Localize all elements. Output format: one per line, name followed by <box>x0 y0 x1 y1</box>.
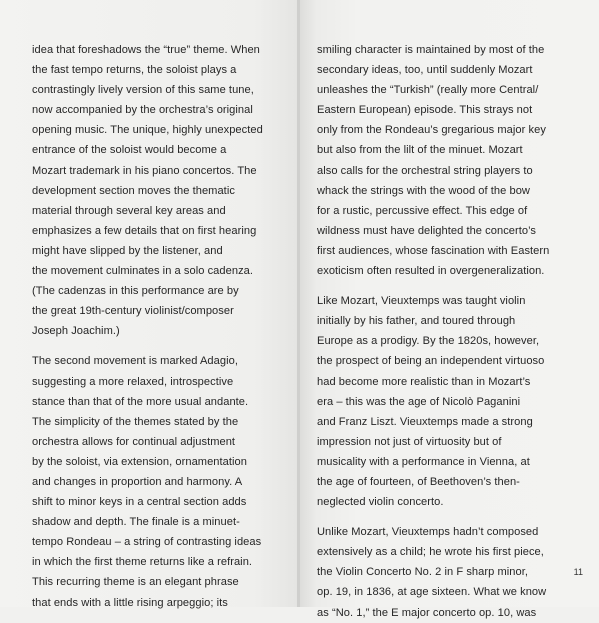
text-line: op. 19, in 1836, at age sixteen. What we know <box>317 586 547 599</box>
text-line: now accompanied by the orchestra’s original <box>32 104 253 117</box>
text-line: as “No. 1,” the E major concerto op. 10, was <box>317 606 537 619</box>
left-column-text <box>32 40 300 613</box>
text-line: shift to minor keys in a central section adds <box>32 496 247 509</box>
text-line: contrastingly lively version of this same tune, <box>32 84 254 97</box>
text-line: suggesting a more relaxed, introspective <box>32 375 234 388</box>
text-line: the great 19th-century violinist/composer <box>32 305 234 318</box>
text-line: (The cadenzas in this performance are by <box>32 285 239 298</box>
text-line: development section moves the thematic <box>32 184 235 197</box>
text-line: neglected violin concerto. <box>317 496 444 509</box>
text-line: had become more realistic than in Mozart’s <box>317 375 531 388</box>
text-line: that ends with a little rising arpeggio; its <box>32 596 228 609</box>
text-line: but also from the lilt of the minuet. Mozart <box>317 144 523 157</box>
text-line: also calls for the orchestral string players to <box>317 164 533 177</box>
text-line: for a rustic, percussive effect. This edge of <box>317 204 528 217</box>
text-line: the prospect of being an independent virtuoso <box>317 355 545 368</box>
text-line: extensively as a child; he wrote his first piece, <box>317 546 544 559</box>
text-line: shadow and depth. The finale is a minuet- <box>32 516 240 529</box>
text-line: Europe as a prodigy. By the 1820s, however, <box>317 335 540 348</box>
text-line: tempo Rondeau – a string of contrasting ideas <box>32 536 262 549</box>
paragraph <box>317 291 579 512</box>
text-line: Joseph Joachim.) <box>32 325 120 338</box>
text-line: stance than that of the more usual andante. <box>32 395 249 408</box>
text-line: the Violin Concerto No. 2 in F sharp minor, <box>317 566 528 579</box>
text-line: Like Mozart, Vieuxtemps was taught violin <box>317 295 526 308</box>
text-line: smiling character is maintained by most of the <box>317 44 545 56</box>
text-line: impression not just of virtuosity but of <box>317 435 502 448</box>
text-line: era – this was the age of Nicolò Paganini <box>317 395 521 408</box>
text-line: whack the strings with the wood of the bow <box>317 184 530 197</box>
text-line: Mozart trademark in his piano concertos. The <box>32 164 257 177</box>
text-line: might have slipped by the listener, and <box>32 244 223 257</box>
paragraph <box>32 351 300 612</box>
text-line: the age of fourteen, of Beethoven’s then- <box>317 475 520 488</box>
paragraph <box>32 40 300 341</box>
paragraph <box>317 40 579 281</box>
text-line: by the soloist, via extension, ornamentation <box>32 455 247 468</box>
text-line: and changes in proportion and harmony. A <box>32 475 243 488</box>
text-line: the fast tempo returns, the soloist plays a <box>32 64 237 77</box>
text-line: idea that foreshadows the “true” theme. When <box>32 44 260 56</box>
text-line: material through several key areas and <box>32 204 226 217</box>
text-line: Unlike Mozart, Vieuxtemps hadn’t composed <box>317 526 539 539</box>
text-line: the movement culminates in a solo cadenza. <box>32 265 254 278</box>
text-line: first audiences, whose fascination with Eastern <box>317 244 550 257</box>
right-column-text <box>317 40 579 623</box>
text-line: Eastern European) episode. This strays not <box>317 104 533 117</box>
text-line: exoticism often resulted in overgeneralization. <box>317 265 545 278</box>
text-line: wildness must have delighted the concerto’s <box>317 224 537 237</box>
text-line: emphasizes a few details that on first hearing <box>32 224 257 237</box>
text-line: This recurring theme is an elegant phrase <box>32 576 239 589</box>
text-line: orchestra allows for continual adjustment <box>32 435 236 448</box>
text-line: entrance of the soloist would become a <box>32 144 227 157</box>
text-line: opening music. The unique, highly unexpected <box>32 124 263 137</box>
text-line: and Franz Liszt. Vieuxtemps made a strong <box>317 415 533 428</box>
text-line: only from the Rondeau’s gregarious major key <box>317 124 546 137</box>
text-line: initially by his father, and toured through <box>317 315 516 328</box>
paragraph <box>317 522 579 622</box>
page-number: 11 <box>573 567 583 577</box>
text-line: musicality with a performance in Vienna, at <box>317 455 530 468</box>
text-line: in which the first theme returns like a refrain. <box>32 556 253 569</box>
text-line: secondary ideas, too, until suddenly Mozart <box>317 64 533 77</box>
text-line: The simplicity of the themes stated by the <box>32 415 239 428</box>
text-line: unleashes the “Turkish” (really more Central/ <box>317 84 539 97</box>
text-line: The second movement is marked Adagio, <box>32 355 238 368</box>
